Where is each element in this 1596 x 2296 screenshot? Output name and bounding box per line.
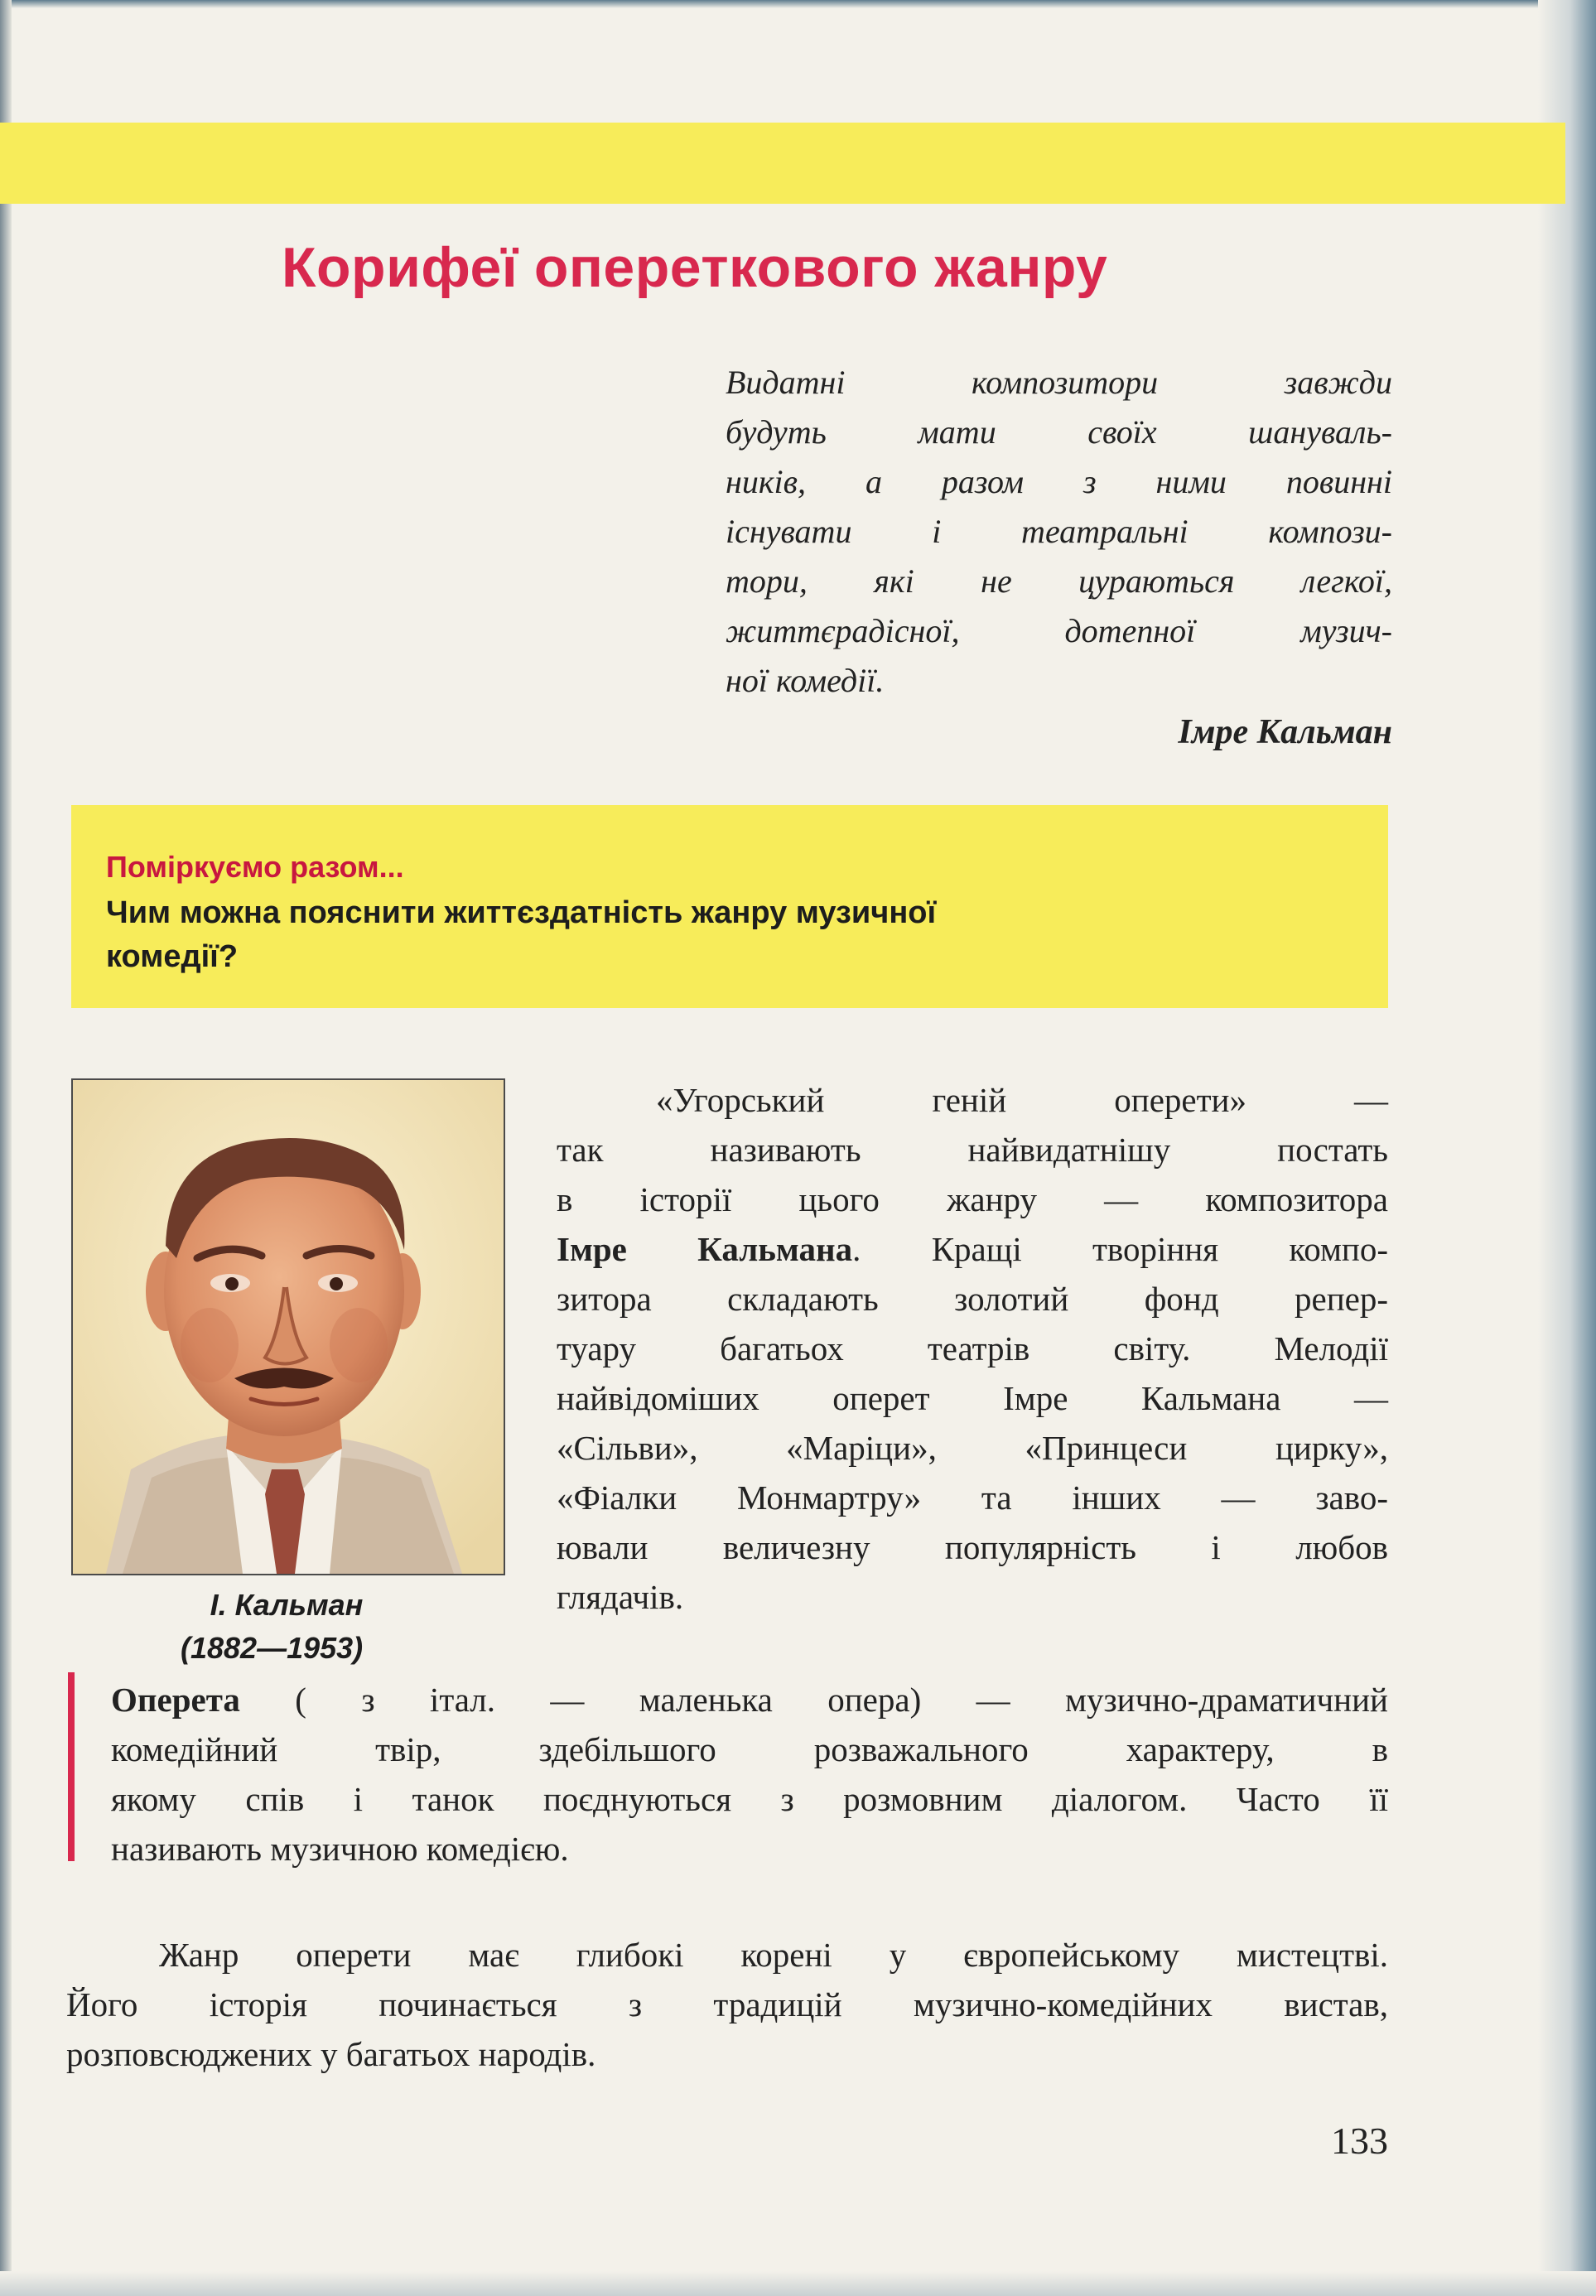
epigraph-line: існувати і театральні компози-	[726, 513, 1392, 550]
epigraph-line: ників, а разом з ними повинні	[726, 463, 1392, 500]
composer-portrait	[71, 1078, 505, 1575]
epigraph-line: життєрадісної, дотепної музич-	[726, 612, 1392, 649]
biography-paragraph	[557, 1075, 1388, 1622]
page-number: 133	[1331, 2120, 1388, 2162]
definition-line: називають музичною комедією.	[111, 1830, 569, 1868]
definition-line	[111, 1675, 1388, 1724]
yellow-header-band	[0, 123, 1565, 204]
page-bottom-edge	[0, 2271, 1596, 2296]
bio-line: найвідоміших оперет Імре Кальмана —	[557, 1379, 1388, 1417]
definition-accent-bar	[68, 1672, 75, 1861]
definition-line: комедійний твір, здебільшого розважального характеру, в	[111, 1730, 1388, 1768]
composer-name-bold: Імре Кальмана	[557, 1230, 853, 1268]
definition-line: якому спів і танок поєднуються з розмовним діалогом. Часто її	[111, 1780, 1388, 1818]
bio-line: глядачів.	[557, 1578, 684, 1616]
genre-history-paragraph	[66, 1930, 1388, 2079]
page-binding-shadow	[0, 0, 12, 2296]
bio-line: «Угорський геній оперети» —	[656, 1081, 1388, 1119]
epigraph-line: тори, які не цураються легкої,	[726, 562, 1392, 600]
discussion-heading: Поміркуємо разом...	[106, 850, 404, 884]
caption-years: (1882—1953)	[181, 1631, 364, 1665]
page-right-edge	[1538, 0, 1596, 2296]
bio-line: «Фіалки Монмартру» та інших — заво-	[557, 1478, 1388, 1517]
discussion-question-line: комедії?	[106, 939, 239, 974]
epigraph-line: Видатні композитори завжди	[726, 364, 1392, 401]
discussion-question-line: Чим можна пояснити життєздатність жанру музичної	[106, 895, 937, 930]
bio-line: зитора складають золотий фонд репер-	[557, 1280, 1388, 1318]
definition-term: Оперета	[111, 1681, 240, 1719]
bio-line: в історії цього жанру — композитора	[557, 1180, 1388, 1218]
epigraph	[726, 358, 1392, 706]
bio-line	[557, 1224, 1388, 1274]
page-title: Корифеї опереткового жанру	[282, 236, 1108, 299]
paragraph-line: Його історія починається з традицій музично-комедійних вистав,	[66, 1985, 1388, 2023]
portrait-illustration	[73, 1080, 504, 1574]
bio-line-rest: . Кращі творіння компо-	[852, 1230, 1388, 1268]
definition-line-rest: ( з італ. — маленька опера) — музично-драматичний	[239, 1681, 1388, 1719]
epigraph-line: ної комедії.	[726, 662, 885, 699]
portrait-caption	[71, 1584, 502, 1670]
caption-name: І. Кальман	[210, 1588, 364, 1622]
bio-line: ювали величезну популярність і любов	[557, 1528, 1388, 1566]
page-top-edge	[0, 0, 1596, 8]
bio-line: туару багатьох театрів світу. Мелодії	[557, 1329, 1388, 1367]
paragraph-line: Жанр оперети має глибокі корені у європейському мистецтві.	[159, 1936, 1388, 1974]
epigraph-line: будуть мати своїх шануваль-	[726, 413, 1392, 451]
operetta-definition	[111, 1675, 1388, 1874]
epigraph-author: Імре Кальман	[1178, 713, 1392, 751]
paragraph-line: розповсюджених у багатьох народів.	[66, 2035, 596, 2073]
bio-line: «Сільви», «Маріци», «Принцеси цирку»,	[557, 1429, 1388, 1467]
bio-line: так називають найвидатнішу постать	[557, 1131, 1388, 1169]
